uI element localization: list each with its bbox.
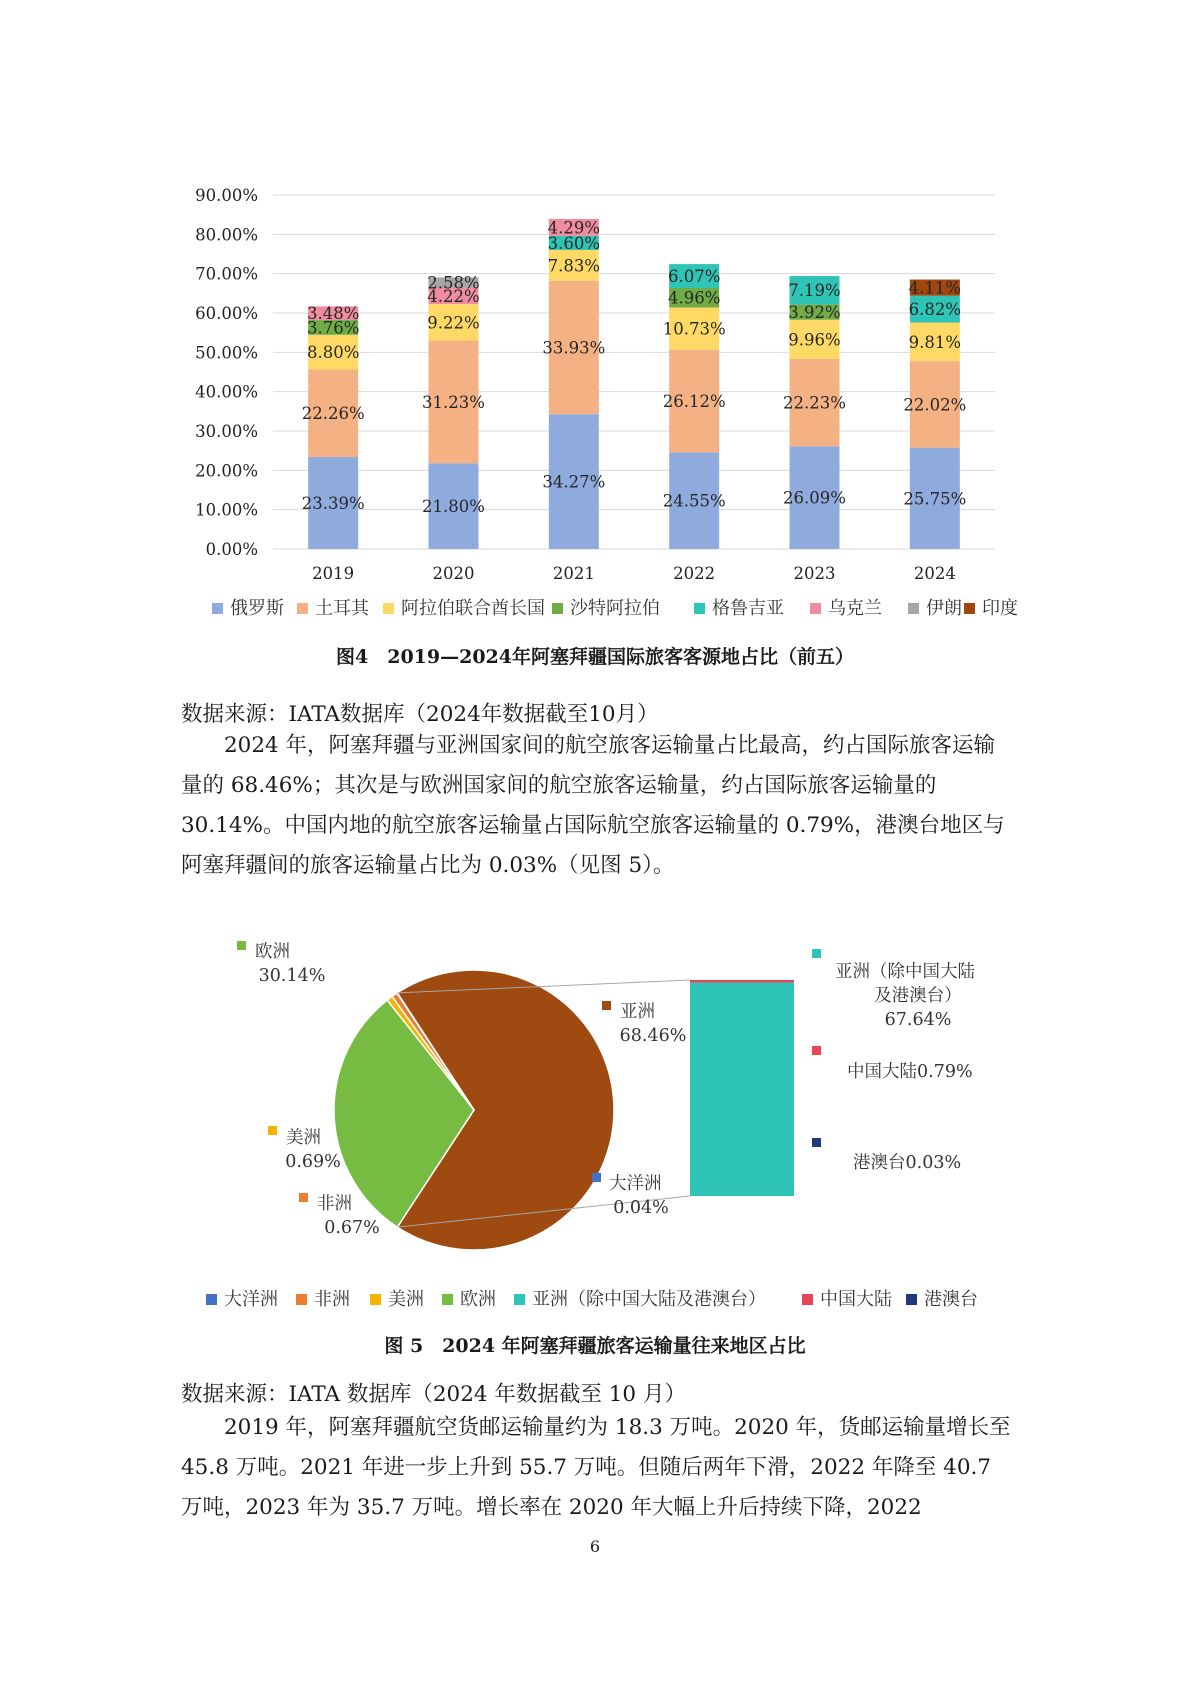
legend-swatch-伊朗 bbox=[908, 603, 919, 614]
passenger-source-stacked-bar-chart bbox=[0, 0, 1190, 619]
x-tick-label: 2022 bbox=[673, 564, 716, 583]
breakdown-label-swatch bbox=[812, 1138, 821, 1147]
slice-label-name: 亚洲 bbox=[620, 1002, 655, 1022]
bar-data-label: 21.80% bbox=[422, 497, 485, 517]
legend-swatch-港澳台 bbox=[906, 1294, 917, 1305]
legend-swatch-欧洲 bbox=[442, 1294, 453, 1305]
bar-data-label: 22.23% bbox=[783, 393, 846, 413]
bar-data-label: 9.96% bbox=[788, 330, 841, 350]
slice-label-value: 30.14% bbox=[258, 966, 326, 986]
bar-data-label: 34.27% bbox=[542, 472, 606, 492]
legend-swatch-阿拉伯联合酋长国 bbox=[383, 603, 394, 614]
bar-segments bbox=[308, 219, 960, 549]
bar-data-label: 3.60% bbox=[547, 233, 601, 253]
y-tick-label: 30.00% bbox=[195, 422, 258, 441]
legend-label: 阿拉伯联合酋长国 bbox=[401, 598, 545, 619]
bar-data-label: 3.48% bbox=[306, 304, 360, 324]
bar-data-label: 6.82% bbox=[908, 300, 962, 320]
bar-data-label: 9.22% bbox=[427, 313, 480, 333]
figure-5-caption: 图 5 2024 年阿塞拜疆旅客运输量往来地区占比 bbox=[384, 1335, 806, 1357]
legend-swatch-格鲁吉亚 bbox=[694, 603, 705, 614]
y-tick-label: 90.00% bbox=[195, 186, 258, 205]
pie-slices bbox=[334, 970, 614, 1250]
slice-label-value: 68.46% bbox=[619, 1026, 687, 1046]
y-tick-label: 20.00% bbox=[195, 461, 258, 481]
legend-label: 港澳台 bbox=[924, 1289, 978, 1310]
legend-swatch-美洲 bbox=[370, 1294, 381, 1305]
slice-label-name: 美洲 bbox=[286, 1128, 321, 1148]
x-tick-label: 2024 bbox=[913, 564, 956, 583]
breakdown-label-text: 港澳台0.03% bbox=[853, 1153, 962, 1173]
y-tick-label: 70.00% bbox=[195, 264, 258, 284]
legend-label: 大洋洲 bbox=[224, 1289, 278, 1310]
bar-data-label: 2.58% bbox=[427, 273, 480, 293]
bar-data-label: 23.39% bbox=[301, 493, 365, 513]
breakdown-label-text: 67.64% bbox=[884, 1010, 952, 1030]
slice-label-value: 0.67% bbox=[324, 1218, 380, 1238]
bar-data-label: 26.09% bbox=[783, 488, 846, 508]
slice-label-swatch bbox=[237, 941, 246, 950]
x-tick-label: 2019 bbox=[312, 564, 355, 583]
slice-label-value: 0.69% bbox=[285, 1152, 341, 1172]
bar-chart-legend bbox=[212, 598, 1018, 619]
legend-label: 印度 bbox=[982, 598, 1018, 619]
bar-data-label: 22.02% bbox=[903, 395, 967, 415]
bar-data-label: 4.22% bbox=[427, 286, 480, 306]
x-tick-label: 2023 bbox=[793, 564, 836, 583]
y-tick-label: 80.00% bbox=[195, 225, 258, 245]
bar-data-label: 26.12% bbox=[662, 392, 726, 412]
breakdown-label-text: 及港澳台） bbox=[874, 986, 962, 1006]
region-pie-chart bbox=[0, 900, 1190, 1340]
body-paragraph-2: 2019 年，阿塞拜疆航空货邮运输量约为 18.3 万吨。2020 年，货邮运输量增长至 45.8 万吨。2021 年进一步上升到 55.7 万吨。但随后两年下滑，2022 年降至 40.7 万吨，2023 年为 35.7 万吨。增长率在 2020 年大幅上升后持续下降，2022 bbox=[181, 1415, 1011, 1520]
slice-label-name: 欧洲 bbox=[255, 942, 290, 962]
bar-data-label: 6.07% bbox=[667, 267, 721, 287]
bar-data-label: 22.26% bbox=[301, 404, 365, 424]
page-number: 6 bbox=[589, 1537, 601, 1556]
x-axis-tick-labels bbox=[312, 564, 956, 583]
x-tick-label: 2021 bbox=[552, 564, 595, 583]
breakdown-label-text: 中国大陆0.79% bbox=[847, 1062, 973, 1082]
figure-5-source: 数据来源：IATA 数据库（2024 年数据截至 10 月） bbox=[181, 1382, 686, 1407]
breakdown-label-text: 亚洲（除中国大陆 bbox=[835, 962, 975, 982]
figure-4-caption: 图4 2019—2024年阿塞拜疆国际旅客客源地占比（前五） bbox=[336, 646, 854, 668]
legend-label: 美洲 bbox=[388, 1289, 424, 1310]
legend-label: 沙特阿拉伯 bbox=[570, 598, 660, 619]
y-tick-label: 0.00% bbox=[205, 540, 258, 559]
legend-label: 中国大陆 bbox=[820, 1289, 892, 1310]
bar-data-label: 3.76% bbox=[306, 318, 360, 338]
bar-data-label: 33.93% bbox=[542, 338, 606, 358]
breakdown-segment-中国大陆 bbox=[690, 980, 794, 982]
bar-data-label: 25.75% bbox=[903, 489, 967, 509]
slice-label-name: 大洋洲 bbox=[609, 1174, 662, 1194]
slice-label-swatch bbox=[592, 1173, 601, 1182]
y-axis-tick-labels bbox=[195, 186, 258, 559]
slice-label-name: 非洲 bbox=[317, 1194, 352, 1214]
legend-label: 亚洲（除中国大陆及港澳台） bbox=[532, 1289, 766, 1310]
bar-data-label: 4.11% bbox=[908, 278, 962, 298]
bar-data-label: 7.83% bbox=[547, 256, 601, 276]
y-tick-label: 50.00% bbox=[195, 343, 258, 363]
bar-data-labels bbox=[302, 218, 967, 516]
breakdown-segment-亚洲-除中国大陆及港澳台- bbox=[690, 983, 794, 1196]
bar-data-label: 7.19% bbox=[788, 281, 841, 301]
y-tick-label: 60.00% bbox=[195, 304, 258, 323]
legend-label: 俄罗斯 bbox=[230, 598, 284, 619]
legend-label: 格鲁吉亚 bbox=[712, 598, 784, 619]
legend-swatch-俄罗斯 bbox=[212, 603, 223, 614]
legend-label: 非洲 bbox=[314, 1289, 350, 1310]
legend-swatch-亚洲-除中国大陆及港澳台- bbox=[514, 1294, 525, 1305]
breakdown-bar bbox=[690, 980, 794, 1196]
bar-data-label: 31.23% bbox=[422, 392, 485, 412]
legend-label: 乌克兰 bbox=[828, 598, 882, 619]
pie-chart-legend bbox=[206, 1289, 978, 1310]
slice-label-swatch bbox=[268, 1126, 277, 1135]
bar-data-label: 9.81% bbox=[908, 332, 962, 352]
legend-swatch-非洲 bbox=[296, 1294, 307, 1305]
breakdown-label-swatch bbox=[812, 1046, 821, 1055]
bar-data-label: 24.55% bbox=[662, 491, 726, 511]
legend-swatch-乌克兰 bbox=[810, 603, 821, 614]
slice-label-value: 0.04% bbox=[613, 1198, 669, 1218]
figure-4-source: 数据来源：IATA数据库（2024年数据截至10月） bbox=[181, 702, 659, 727]
legend-swatch-印度 bbox=[964, 603, 975, 614]
legend-swatch-中国大陆 bbox=[802, 1294, 813, 1305]
slice-label-swatch bbox=[602, 1001, 611, 1010]
legend-label: 欧洲 bbox=[460, 1289, 496, 1310]
slice-label-swatch bbox=[299, 1193, 308, 1202]
legend-swatch-沙特阿拉伯 bbox=[552, 603, 563, 614]
legend-label: 伊朗 bbox=[926, 598, 962, 619]
bar-data-label: 3.92% bbox=[788, 303, 841, 323]
bar-data-label: 8.80% bbox=[306, 343, 360, 363]
y-tick-label: 40.00% bbox=[195, 382, 258, 402]
legend-swatch-土耳其 bbox=[297, 603, 308, 614]
bar-data-label: 4.29% bbox=[547, 218, 601, 238]
x-tick-label: 2020 bbox=[432, 564, 475, 583]
body-paragraph-1: 2024 年，阿塞拜疆与亚洲国家间的航空旅客运输量占比最高，约占国际旅客运输量的 68.46%；其次是与欧洲国家间的航空旅客运输量，约占国际旅客运输量的 30.14%。中国内地的航空旅客运输量占国际航空旅客运输量的 0.79%，港澳台地区与阿塞拜疆间的旅客运输量占比为 0.03%（见图 5）。 bbox=[181, 733, 1005, 878]
legend-swatch-大洋洲 bbox=[206, 1294, 217, 1305]
y-tick-label: 10.00% bbox=[195, 500, 258, 520]
bar-data-label: 4.96% bbox=[667, 288, 721, 308]
breakdown-label-swatch bbox=[812, 949, 821, 958]
bar-data-label: 10.73% bbox=[662, 319, 726, 339]
legend-label: 土耳其 bbox=[315, 598, 369, 619]
y-gridlines bbox=[273, 195, 995, 549]
